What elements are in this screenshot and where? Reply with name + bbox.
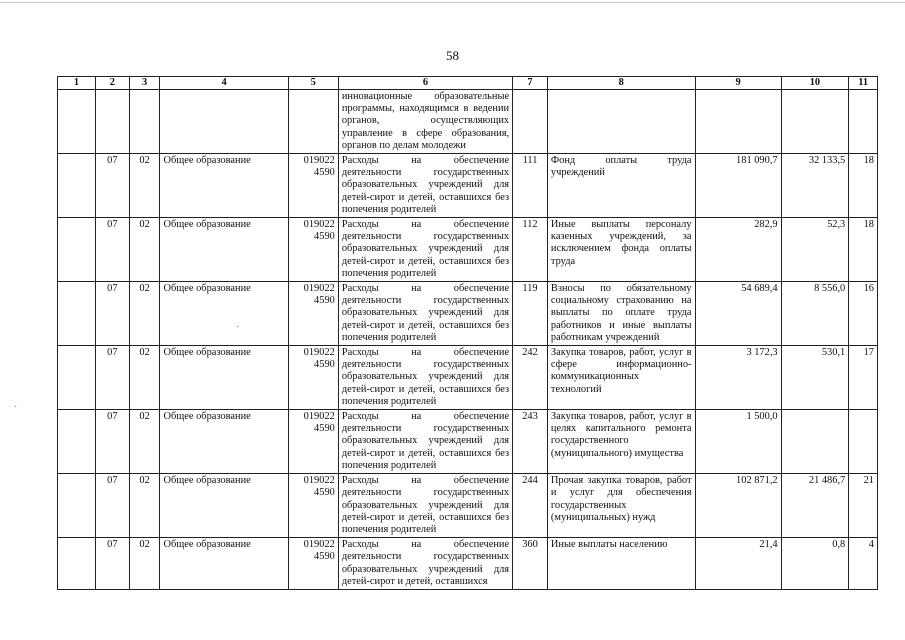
- executed-cell: 52,3: [781, 218, 849, 282]
- section-name-cell: Общее образование: [160, 154, 288, 218]
- row-number-cell: [58, 346, 96, 410]
- column-header-4: 4: [160, 77, 288, 90]
- section-name-cell: Общее образование: [160, 474, 288, 538]
- expense-type-name-cell: Фонд оплаты труда учреждений: [547, 154, 695, 218]
- section-name-cell: [160, 90, 288, 154]
- target-article-cell: 019022 4590: [288, 282, 338, 346]
- executed-cell: [781, 90, 849, 154]
- subsection-cell: 02: [129, 538, 160, 590]
- executed-cell: [781, 410, 849, 474]
- column-header-11: 11: [849, 77, 878, 90]
- section-name-cell: Общее образование: [160, 538, 288, 590]
- section-name-cell: Общее образование: [160, 346, 288, 410]
- table-row: [58, 218, 878, 282]
- expense-type-code-cell: 242: [513, 346, 548, 410]
- expense-type-code-cell: [513, 90, 548, 154]
- row-number-cell: [58, 154, 96, 218]
- target-article-cell: [288, 90, 338, 154]
- percent-cell: [849, 410, 878, 474]
- target-article-cell: 019022 4590: [288, 154, 338, 218]
- section-cell: 07: [95, 474, 129, 538]
- subsection-cell: [129, 90, 160, 154]
- percent-cell: 17: [849, 346, 878, 410]
- target-article-cell: 019022 4590: [288, 218, 338, 282]
- description-cell: инновационные образовательные программы, находящимся в ведении органов, осуществляющих управление в сфере образования, органов по делам молодежи: [338, 90, 512, 154]
- executed-cell: 530,1: [781, 346, 849, 410]
- top-rule: [0, 2, 905, 3]
- row-number-cell: [58, 218, 96, 282]
- margin-mark: ·: [236, 322, 240, 333]
- table-row: [58, 538, 878, 590]
- subsection-cell: 02: [129, 410, 160, 474]
- annual-plan-cell: 21,4: [695, 538, 781, 590]
- percent-cell: 18: [849, 218, 878, 282]
- expense-type-name-cell: Взносы по обязательному социальному страхованию на выплаты по оплате труда работников и иные выплаты работникам учреждений: [547, 282, 695, 346]
- expense-type-code-cell: 112: [513, 218, 548, 282]
- annual-plan-cell: 3 172,3: [695, 346, 781, 410]
- expense-type-name-cell: [547, 90, 695, 154]
- table-body: [58, 90, 878, 590]
- table-row: [58, 90, 878, 154]
- table-row: [58, 346, 878, 410]
- column-header-2: 2: [95, 77, 129, 90]
- description-cell: Расходы на обеспечение деятельности государственных образовательных учреждений для детей-сирот и детей, оставшихся: [338, 538, 512, 590]
- target-article-cell: 019022 4590: [288, 474, 338, 538]
- description-cell: Расходы на обеспечение деятельности государственных образовательных учреждений для детей-сирот и детей, оставшихся без попечения родителей: [338, 154, 512, 218]
- column-header-8: 8: [547, 77, 695, 90]
- annual-plan-cell: 181 090,7: [695, 154, 781, 218]
- description-cell: Расходы на обеспечение деятельности государственных образовательных учреждений для детей-сирот и детей, оставшихся без попечения родителей: [338, 282, 512, 346]
- subsection-cell: 02: [129, 154, 160, 218]
- section-name-cell: Общее образование: [160, 282, 288, 346]
- row-number-cell: [58, 474, 96, 538]
- description-cell: Расходы на обеспечение деятельности государственных образовательных учреждений для детей-сирот и детей, оставшихся без попечения родителей: [338, 218, 512, 282]
- row-number-cell: [58, 410, 96, 474]
- column-header-5: 5: [288, 77, 338, 90]
- section-cell: 07: [95, 410, 129, 474]
- section-cell: 07: [95, 282, 129, 346]
- percent-cell: 18: [849, 154, 878, 218]
- section-name-cell: Общее образование: [160, 218, 288, 282]
- section-cell: 07: [95, 538, 129, 590]
- annual-plan-cell: 54 689,4: [695, 282, 781, 346]
- expense-type-name-cell: Иные выплаты персоналу казенных учреждений, за исключением фонда оплаты труда: [547, 218, 695, 282]
- annual-plan-cell: 1 500,0: [695, 410, 781, 474]
- row-number-cell: [58, 282, 96, 346]
- section-cell: 07: [95, 154, 129, 218]
- expense-type-name-cell: Прочая закупка товаров, работ и услуг для обеспечения государственных (муниципальных) нужд: [547, 474, 695, 538]
- executed-cell: 0,8: [781, 538, 849, 590]
- column-header-3: 3: [129, 77, 160, 90]
- column-header-10: 10: [781, 77, 849, 90]
- table-row: [58, 282, 878, 346]
- percent-cell: 21: [849, 474, 878, 538]
- expense-type-code-cell: 360: [513, 538, 548, 590]
- budget-table: [57, 76, 878, 590]
- table-row: [58, 474, 878, 538]
- executed-cell: 8 556,0: [781, 282, 849, 346]
- annual-plan-cell: 282,9: [695, 218, 781, 282]
- row-number-cell: [58, 538, 96, 590]
- subsection-cell: 02: [129, 346, 160, 410]
- column-header-7: 7: [513, 77, 548, 90]
- row-number-cell: [58, 90, 96, 154]
- executed-cell: 21 486,7: [781, 474, 849, 538]
- subsection-cell: 02: [129, 474, 160, 538]
- expense-type-name-cell: Закупка товаров, работ, услуг в целях капитального ремонта государственного (муниципального) имущества: [547, 410, 695, 474]
- target-article-cell: 019022 4590: [288, 346, 338, 410]
- description-cell: Расходы на обеспечение деятельности государственных образовательных учреждений для детей-сирот и детей, оставшихся без попечения родителей: [338, 346, 512, 410]
- target-article-cell: 019022 4590: [288, 410, 338, 474]
- column-header-9: 9: [695, 77, 781, 90]
- target-article-cell: 019022 4590: [288, 538, 338, 590]
- expense-type-code-cell: 243: [513, 410, 548, 474]
- description-cell: Расходы на обеспечение деятельности государственных образовательных учреждений для детей-сирот и детей, оставшихся без попечения родителей: [338, 474, 512, 538]
- expense-type-code-cell: 119: [513, 282, 548, 346]
- executed-cell: 32 133,5: [781, 154, 849, 218]
- expense-type-name-cell: Закупка товаров, работ, услуг в сфере информационно-коммуникационных технологий: [547, 346, 695, 410]
- subsection-cell: 02: [129, 218, 160, 282]
- subsection-cell: 02: [129, 282, 160, 346]
- margin-mark: ·: [14, 402, 18, 413]
- expense-type-name-cell: Иные выплаты населению: [547, 538, 695, 590]
- percent-cell: 4: [849, 538, 878, 590]
- page-number: 58: [446, 48, 459, 63]
- percent-cell: [849, 90, 878, 154]
- section-cell: 07: [95, 346, 129, 410]
- description-cell: Расходы на обеспечение деятельности государственных образовательных учреждений для детей-сирот и детей, оставшихся без попечения родителей: [338, 410, 512, 474]
- table-row: [58, 154, 878, 218]
- table-row: [58, 410, 878, 474]
- expense-type-code-cell: 244: [513, 474, 548, 538]
- section-cell: [95, 90, 129, 154]
- annual-plan-cell: 102 871,2: [695, 474, 781, 538]
- section-name-cell: Общее образование: [160, 410, 288, 474]
- header-row: [58, 77, 878, 90]
- column-header-1: 1: [58, 77, 96, 90]
- column-header-6: 6: [338, 77, 512, 90]
- expense-type-code-cell: 111: [513, 154, 548, 218]
- section-cell: 07: [95, 218, 129, 282]
- annual-plan-cell: [695, 90, 781, 154]
- percent-cell: 16: [849, 282, 878, 346]
